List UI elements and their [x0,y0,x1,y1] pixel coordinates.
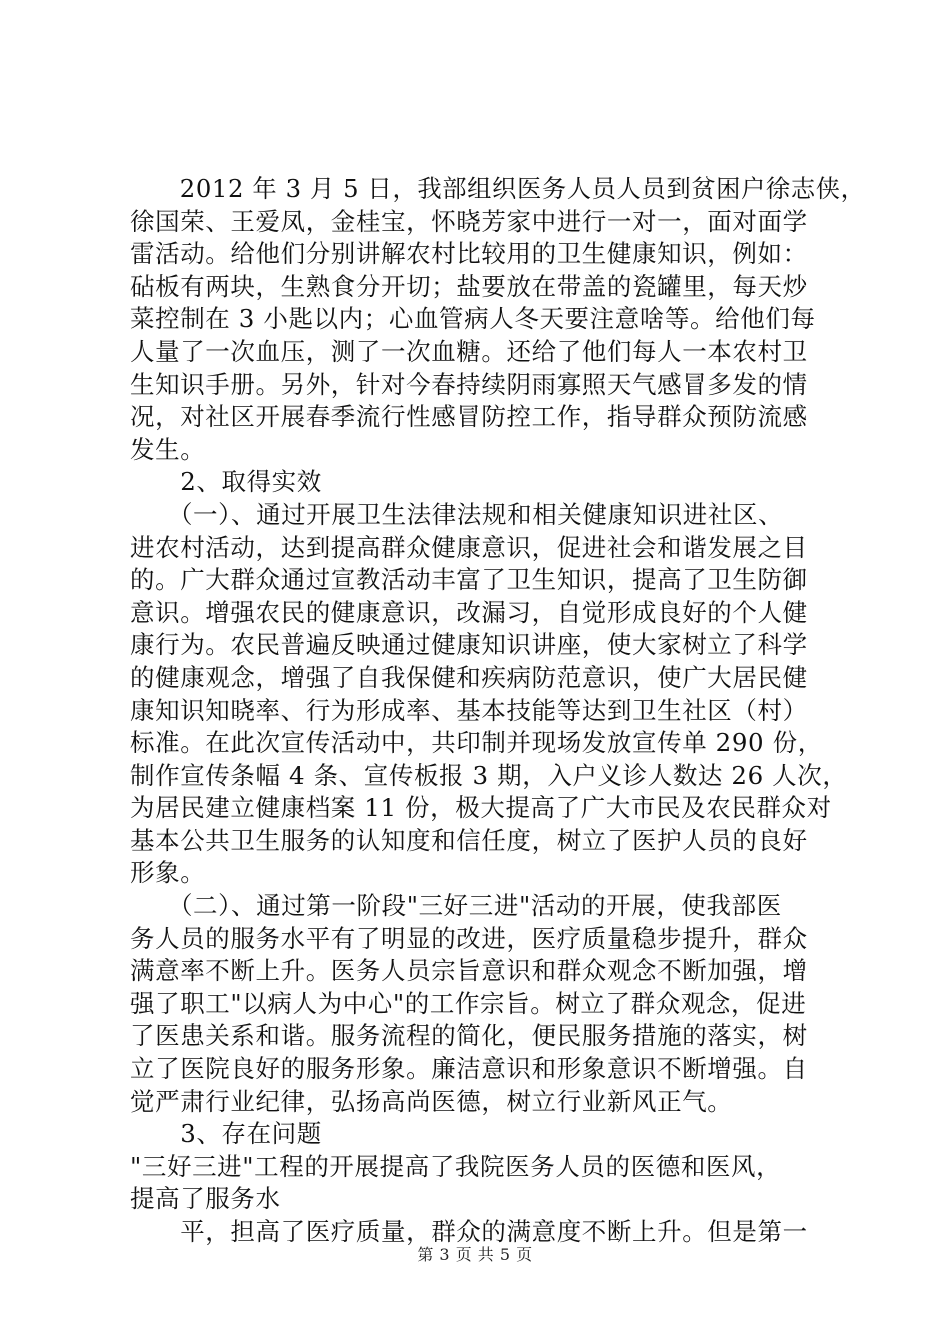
text-line: 人量了一次血压，测了一次血糖。还给了他们每人一本农村卫 [130,336,808,366]
text-line: 平，担高了医疗质量，群众的满意度不断上升。但是第一 [130,1217,808,1246]
text-line: 3、存在问题 [130,1119,322,1149]
text-line: 康知识知晓率、行为形成率、基本技能等达到卫生社区（村） [130,695,808,725]
page-footer: 第 3 页 共 5 页 [417,1245,533,1264]
text-line: 2、取得实效 [130,467,322,497]
text-line: 的健康观念，增强了自我保健和疾病防范意识，使广大居民健 [130,662,808,692]
text-line: 徐国荣、王爱凤，金桂宝，怀晓芳家中进行一对一，面对面学 [130,206,808,236]
text-line: 为居民建立健康档案 11 份，极大提高了广大市民及农民群众对 [130,793,832,823]
text-line: 了医患关系和谐。服务流程的简化，便民服务措施的落实，树 [130,1021,808,1051]
text-line: 发生。 [130,434,206,464]
text-line: （一）、通过开展卫生法律法规和相关健康知识进社区、 [130,499,784,529]
text-line: 况，对社区开展春季流行性感冒防控工作，指导群众预防流感 [130,402,808,432]
text-line: 基本公共卫生服务的认知度和信任度，树立了医护人员的良好 [130,825,808,855]
text-line: 生知识手册。另外，针对今春持续阴雨寡照天气感冒多发的情 [130,369,808,399]
text-line: "三好三进"工程的开展提高了我院医务人员的医德和医风， [130,1151,782,1181]
text-line: 务人员的服务水平有了明显的改进，医疗质量稳步提升，群众 [130,923,808,953]
text-line: 意识。增强农民的健康意识，改漏习，自觉形成良好的个人健 [130,597,808,627]
text-line: 进农村活动，达到提高群众健康意识，促进社会和谐发展之目 [130,532,808,562]
text-line: （二）、通过第一阶段"三好三进"活动的开展，使我部医 [130,891,782,921]
text-line: 提高了服务水 [130,1184,281,1214]
text-line: 满意率不断上升。医务人员宗旨意识和群众观念不断加强，增 [130,956,808,986]
text-line: 强了职工"以病人为中心"的工作宗旨。树立了群众观念，促进 [130,988,807,1018]
text-line: 标准。在此次宣传活动中，共印制并现场发放宣传单 290 份， [130,728,823,758]
document-body [130,173,866,1249]
text-line: 雷活动。给他们分别讲解农村比较用的卫生健康知识，例如： [130,239,808,269]
text-line: 觉严肃行业纪律，弘扬高尚医德，树立行业新风正气。 [130,1086,733,1116]
text-line: 制作宣传条幅 4 条、宣传板报 3 期，入户义诊人数达 26 人次， [130,760,848,790]
text-line: 的。广大群众通过宣教活动丰富了卫生知识，提高了卫生防御 [130,565,808,595]
text-line: 立了医院良好的服务形象。廉洁意识和形象意识不断增强。自 [130,1054,808,1084]
text-line: 形象。 [130,858,206,888]
text-line: 砧板有两块，生熟食分开切；盐要放在带盖的瓷罐里，每天炒 [130,271,808,301]
text-line: 菜控制在 3 小匙以内；心血管病人冬天要注意啥等。给他们每 [130,304,816,334]
text-line: 康行为。农民普遍反映通过健康知识讲座，使大家树立了科学 [130,630,808,660]
text-line: 2012 年 3 月 5 日，我部组织医务人员人员到贫困户徐志侠， [130,174,866,203]
